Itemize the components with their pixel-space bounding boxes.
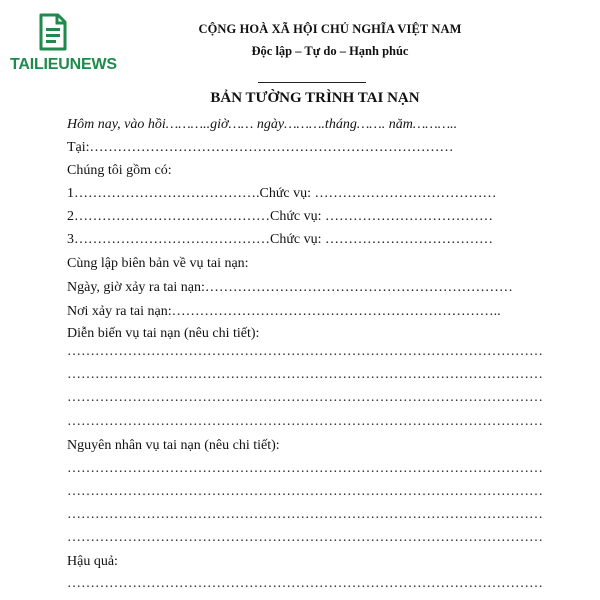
details-line: ………………………………………………………………………………………… xyxy=(67,344,543,359)
cause-line: ………………………………………………………………………………………… xyxy=(67,461,543,476)
member-line-1: 1………………………………….Chức vụ: ………………………………… xyxy=(67,186,497,201)
details-line: ………………………………………………………………………………………… xyxy=(67,367,543,382)
document-icon xyxy=(32,12,72,52)
members-label: Chúng tôi gồm có: xyxy=(67,163,172,178)
details-line: ………………………………………………………………………………………… xyxy=(67,414,543,429)
logo-text: TAILIEUNEWS xyxy=(10,56,117,73)
place-field: Tại:…………………………………………………………………… xyxy=(67,140,454,155)
consequence-label: Hậu quả: xyxy=(67,554,118,569)
accident-time-field: Ngày, giờ xảy ra tai nạn:………………………………………………………… xyxy=(67,280,513,295)
national-motto: Độc lập – Tự do – Hạnh phúc xyxy=(251,44,409,58)
cause-label: Nguyên nhân vụ tai nạn (nêu chi tiết): xyxy=(67,438,280,453)
tailieunews-logo xyxy=(10,12,117,80)
consequence-line: ………………………………………………………………………………………… xyxy=(67,576,543,591)
cause-line: ………………………………………………………………………………………… xyxy=(67,530,543,545)
national-title: CỘNG HOÀ XÃ HỘI CHỦ NGHĨA VIỆT NAM xyxy=(198,22,462,36)
member-line-3: 3……………………………………Chức vụ: ……………………………… xyxy=(67,232,494,247)
cause-line: ………………………………………………………………………………………… xyxy=(67,507,543,522)
date-line: Hôm nay, vào hồi………..giờ…… ngày……….tháng……. năm……….. xyxy=(67,117,458,132)
accident-place-field: Nơi xảy ra tai nạn:…………………………………………………………….. xyxy=(67,304,501,319)
member-line-2: 2……………………………………Chức vụ: ……………………………… xyxy=(67,209,494,224)
document-title: BẢN TƯỜNG TRÌNH TAI NẠN xyxy=(210,90,420,106)
details-line: ………………………………………………………………………………………… xyxy=(67,390,543,405)
cause-line: ………………………………………………………………………………………… xyxy=(67,484,543,499)
details-label: Diễn biến vụ tai nạn (nêu chi tiết): xyxy=(67,326,260,341)
record-label: Cùng lập biên bản về vụ tai nạn: xyxy=(67,256,249,271)
header-divider xyxy=(258,82,366,83)
